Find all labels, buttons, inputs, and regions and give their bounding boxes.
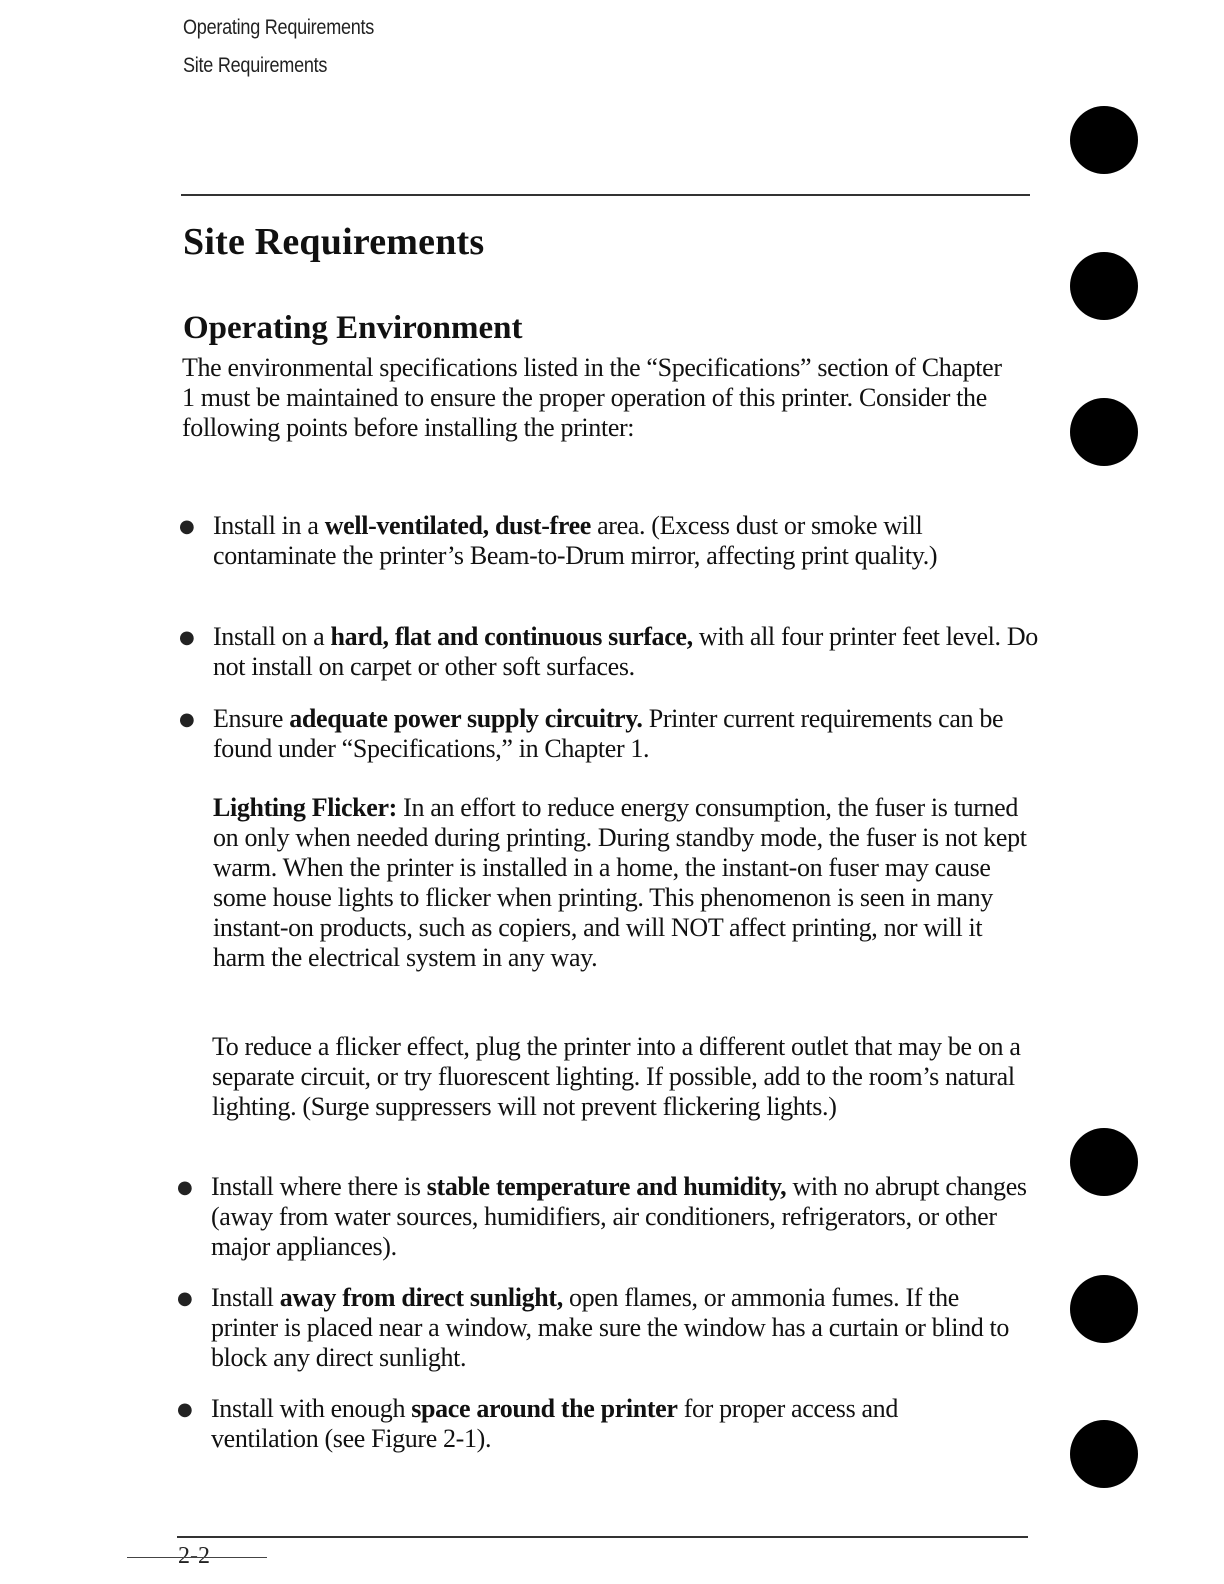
bullet-text-lead: Install on a bbox=[213, 622, 331, 651]
bullet-emphasis: hard, flat and continuous surface, bbox=[330, 622, 693, 651]
bullet-text-rest: with all four printer feet level. Do not install on carpet or other soft surfaces. bbox=[213, 622, 1038, 681]
bullet-icon: ● bbox=[177, 1177, 193, 1198]
bullet-icon: ● bbox=[177, 1399, 193, 1420]
section-heading: Operating Environment bbox=[183, 310, 523, 346]
bullet-text-lead: Install bbox=[211, 1283, 280, 1312]
list-item bbox=[213, 511, 1043, 571]
binder-hole-icon bbox=[1070, 252, 1138, 320]
bullet-text-rest: open flames, or ammonia fumes. If the printer is placed near a window, make sure the window has a curtain or blind to block any direct sunlight. bbox=[211, 1283, 1010, 1372]
binder-hole-icon bbox=[1070, 106, 1138, 174]
bullet-icon: ● bbox=[179, 709, 195, 730]
running-head-section: Site Requirements bbox=[183, 54, 328, 77]
bullet-text-lead: Ensure bbox=[213, 704, 290, 733]
lighting-flicker-note bbox=[213, 793, 1033, 973]
page-title: Site Requirements bbox=[183, 221, 485, 263]
folio-underline bbox=[127, 1557, 267, 1558]
footer-rule bbox=[177, 1536, 1028, 1538]
bullet-text-lead: Install in a bbox=[213, 511, 325, 540]
flicker-remedy-text: To reduce a flicker effect, plug the printer into a different outlet that may be on a separate circuit, or try fluorescent lighting. If possible, add to the room’s natural lighting. (Surge suppressers will not prevent flickering lights.) bbox=[212, 1032, 1021, 1121]
list-item bbox=[211, 1283, 1031, 1373]
bullet-emphasis: stable temperature and humidity, bbox=[426, 1172, 787, 1201]
bullet-emphasis: space around the printer bbox=[411, 1394, 678, 1423]
page-number: 2-2 bbox=[178, 1543, 210, 1569]
flicker-remedy-paragraph bbox=[212, 1032, 1027, 1122]
intro-paragraph: The environmental specifications listed in the “Specifications” section of Chapter 1 must be maintained to ensure the proper operation of this printer. Consider the following points before installing the printer: bbox=[182, 353, 1002, 442]
binder-hole-icon bbox=[1070, 398, 1138, 466]
binder-hole-icon bbox=[1070, 1420, 1138, 1488]
list-item bbox=[211, 1172, 1036, 1262]
bullet-icon: ● bbox=[179, 516, 195, 537]
bullet-emphasis: adequate power supply circuitry. bbox=[289, 704, 643, 733]
list-item bbox=[211, 1394, 1001, 1454]
bullet-text-rest: Printer current requirements can be found under “Specifications,” in Chapter 1. bbox=[213, 704, 1004, 763]
bullet-icon: ● bbox=[177, 1288, 193, 1309]
bullet-emphasis: well-ventilated, dust-free bbox=[324, 511, 591, 540]
bullet-text-lead: Install with enough bbox=[211, 1394, 412, 1423]
bullet-text-lead: Install where there is bbox=[211, 1172, 427, 1201]
bullet-text-rest: for proper access and ventilation (see Figure 2-1). bbox=[211, 1394, 898, 1453]
bullet-text-rest: with no abrupt changes (away from water sources, humidifiers, air conditioners, refrigerators, or other major appliances). bbox=[211, 1172, 1027, 1261]
binder-hole-icon bbox=[1070, 1128, 1138, 1196]
list-item bbox=[213, 704, 1043, 764]
lighting-flicker-label: Lighting Flicker: bbox=[213, 793, 397, 822]
lighting-flicker-text: In an effort to reduce energy consumption, the fuser is turned on only when needed during printing. During standby mode, the fuser is not kept warm. When the printer is installed in a home, the instant-on fuser may cause some house lights to flicker when printing. This phenomenon is seen in many instant-on products, such as copiers, and will NOT affect printing, nor will it harm the electrical system in any way. bbox=[213, 793, 1027, 972]
header-rule bbox=[181, 194, 1030, 196]
running-head-chapter: Operating Requirements bbox=[183, 16, 375, 39]
bullet-icon: ● bbox=[179, 627, 195, 648]
bullet-emphasis: away from direct sunlight, bbox=[279, 1283, 563, 1312]
list-item bbox=[213, 622, 1043, 682]
bullet-text-rest: area. (Excess dust or smoke will contaminate the printer’s Beam-to-Drum mirror, affecting print quality.) bbox=[213, 511, 938, 570]
binder-hole-icon bbox=[1070, 1275, 1138, 1343]
